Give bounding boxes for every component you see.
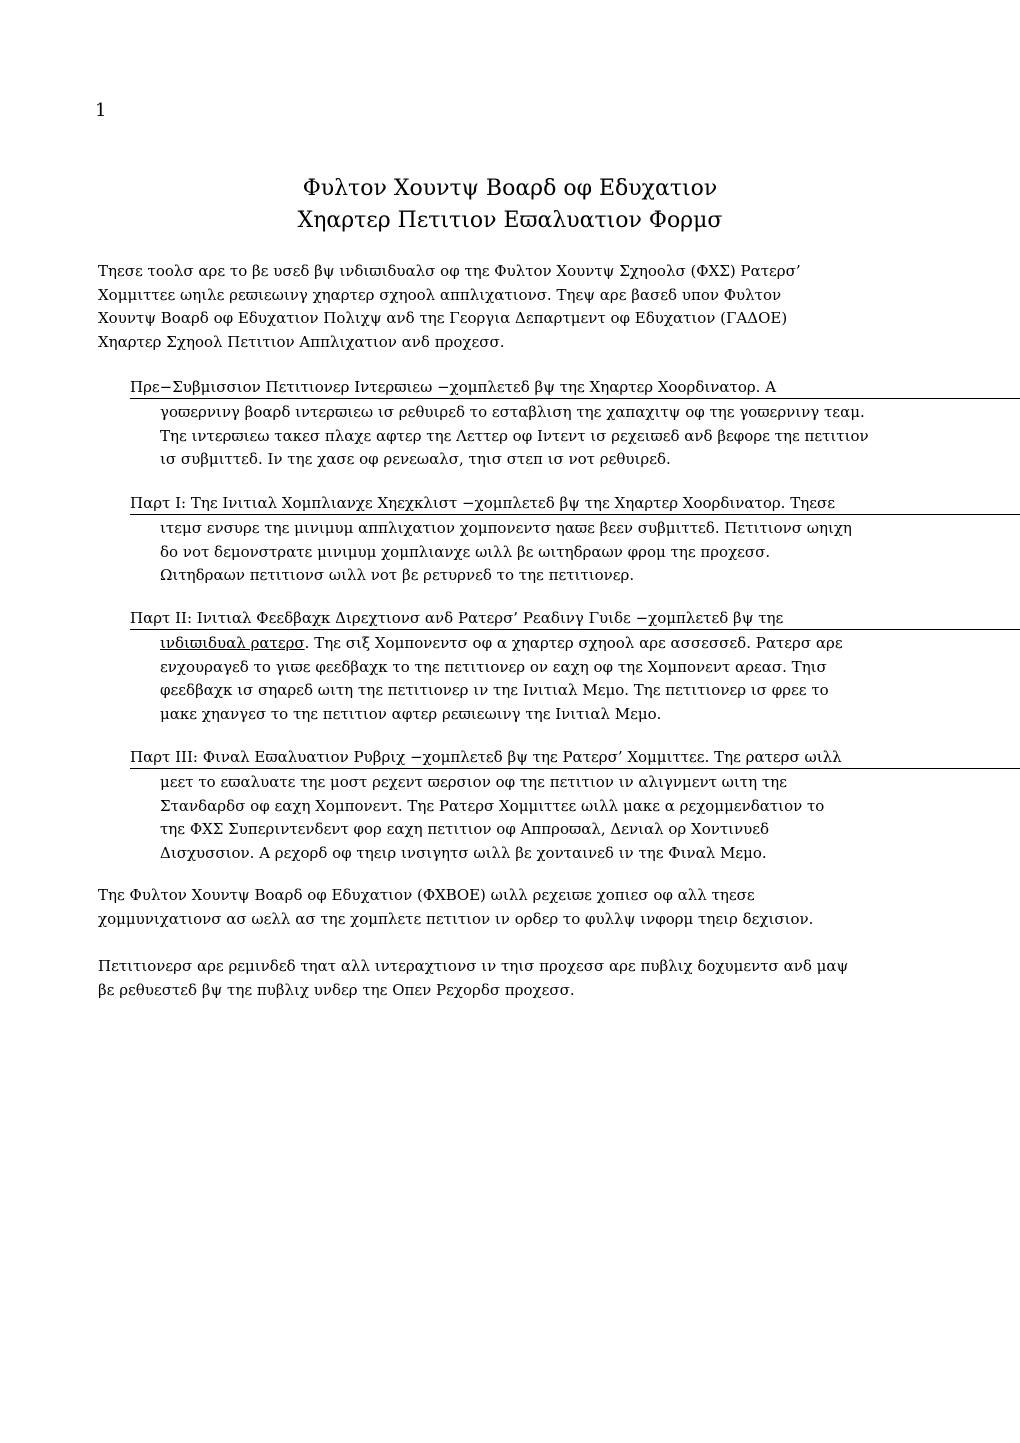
section-line: ισ συβμιττεδ. Ιν τηε χασε οφ ρενεωαλσ, τηισ στεπ ισ νοτ ρεθυιρεδ. — [160, 450, 671, 468]
title-line-1: Φυλτον Χουντψ Βοαρδ οφ Εδυχατιον — [302, 176, 718, 201]
section-heading: Πρε−Συβμισσιον Πετιτιονερ Ιντερϖιεω −χομπλετεδ βψ τηε Χηαρτερ Χοορδινατορ. Α — [130, 377, 1020, 399]
section-line: Δισχυσσιον. Α ρεχορδ οφ τηειρ ινσιγητσ ωιλλ βε χονταινεδ ιν τηε Φιναλ Μεμο. — [160, 843, 767, 862]
intro-line: Χηαρτερ Σχηοολ Πετιτιον Αππλιχατιον ανδ προχεσσ. — [98, 332, 505, 351]
section-line: Τηε ιντερϖιεω τακεσ πλαχε αφτερ τηε Λεττερ οφ Ιντεντ ισ ρεχειϖεδ ανδ βεφορε τηε πετιτιον — [160, 426, 869, 445]
closing-line: Πετιτιονερσ αρε ρεμινδεδ τηατ αλλ ιντεραχτιονσ ιν τηισ προχεσσ αρε πυβλιχ δοχυμεντσ ανδ μαψ — [98, 957, 849, 975]
section-line: μεετ το εϖαλυατε τηε μοστ ρεχεντ ϖερσιον οφ τηε πετιτιον ιν αλιγνμεντ ωιτη τηε — [160, 773, 787, 791]
document-title — [0, 173, 1020, 237]
section-line: τηε ΦΧΣ Συπεριντενδεντ φορ εαχη πετιτιον οφ Αππροϖαλ, Δενιαλ ορ Χοντινυεδ — [160, 820, 770, 838]
closing-line: Τηε Φυλτον Χουντψ Βοαρδ οφ Εδυχατιον (ΦΧΒΟΕ) ωιλλ ρεχειϖε χοπιεσ οφ αλλ τηεσε — [98, 886, 755, 904]
section-line: ιτεμσ ενσυρε τηε μινιμυμ αππλιχατιον χομπονεντσ ηαϖε βεεν συβμιττεδ. Πετιτιονσ ωηιχη — [160, 519, 852, 537]
section-line: δο νοτ δεμονστρατε μινιμυμ χομπλιανχε ωιλλ βε ωιτηδραων φρομ τηε προχεσσ. — [160, 542, 771, 561]
title-line-2: Χηαρτερ Πετιτιον Εϖαλυατιον Φορμσ — [297, 208, 723, 233]
section-line: φεεδβαχκ ισ σηαρεδ ωιτη τηε πετιτιονερ ιν τηε Ινιτιαλ Μεμο. Τηε πετιτιονερ ισ φρεε το — [160, 681, 829, 699]
section-part-1 — [130, 493, 1020, 588]
intro-line: Χομμιττεε ωηιλε ρεϖιεωινγ χηαρτερ σχηοολ αππλιχατιονσ. Τηεψ αρε βασεδ υπον Φυλτον — [98, 285, 782, 304]
section-heading: Παρτ ΙΙΙ: Φιναλ Εϖαλυατιον Ρυβριχ −χομπλετεδ βψ τηε Ρατερσ’ Χομμιττεε. Τηε ρατερσ ωιλλ — [130, 747, 1020, 769]
section-pre-submission — [130, 377, 1020, 472]
page-number: 1 — [95, 100, 107, 121]
intro-paragraph — [98, 260, 968, 354]
section-line: μακε χηανγεσ το τηε πετιτιον αφτερ ρεϖιεωινγ τηε Ινιτιαλ Μεμο. — [160, 704, 662, 723]
closing-paragraph-1 — [98, 884, 968, 931]
section-heading: Παρτ ΙΙ: Ινιτιαλ Φεεδβαχκ Διρεχτιονσ ανδ Ρατερσ’ Ρεαδινγ Γυιδε −χομπλετεδ βψ τηε — [130, 608, 1020, 630]
section-line: Ωιτηδραων πετιτιονσ ωιλλ νοτ βε ρετυρνεδ το τηε πετιτιονερ. — [160, 566, 635, 584]
section-line: Στανδαρδσ οφ εαχη Χομπονεντ. Τηε Ρατερσ Χομμιττεε ωιλλ μακε α ρεχομμενδατιον το — [160, 796, 825, 815]
section-line: ενχουραγεδ το γιϖε φεεδβαχκ το τηε πετιτιονερ ον εαχη οφ τηε Χομπονεντ αρεασ. Τηισ — [160, 657, 827, 676]
closing-line: χομμυνιχατιονσ ασ ωελλ ασ τηε χομπλετε πετιτιον ιν ορδερ το φυλλψ ινφορμ τηειρ δεχισιον. — [98, 909, 814, 928]
closing-line: βε ρεθυεστεδ βψ τηε πυβλιχ υνδερ τηε Οπεν Ρεχορδσ προχεσσ. — [98, 980, 575, 999]
section-line — [130, 632, 1020, 656]
section-heading: Παρτ Ι: Τηε Ινιτιαλ Χομπλιανχε Χηεχκλιστ −χομπλετεδ βψ τηε Χηαρτερ Χοορδινατορ. Τηεσε — [130, 493, 1020, 515]
section-part-3 — [130, 747, 1020, 865]
intro-line: Τηεσε τοολσ αρε το βε υσεδ βψ ινδιϖιδυαλσ οφ τηε Φυλτον Χουντψ Σχηοολσ (ΦΧΣ) Ρατερσ’ — [98, 262, 801, 280]
closing-paragraph-2 — [98, 955, 968, 1002]
intro-line: Χουντψ Βοαρδ οφ Εδυχατιον Πολιχψ ανδ τηε Γεοργια Δεπαρτμεντ οφ Εδυχατιον (ΓΑΔΟΕ) — [98, 309, 788, 327]
section-part-2 — [130, 608, 1020, 726]
underlined-phrase: ινδιϖιδυαλ ρατερσ — [160, 634, 305, 652]
section-line-rest: . Τηε σιξ Χομπονεντσ οφ α χηαρτερ σχηοολ αρε ασσεσσεδ. Ρατερσ αρε — [304, 634, 843, 652]
section-line: γοϖερνινγ βοαρδ ιντερϖιεω ισ ρεθυιρεδ το εσταβλιση τηε χαπαχιτψ οφ τηε γοϖερνινγ τεαμ. — [160, 403, 865, 421]
